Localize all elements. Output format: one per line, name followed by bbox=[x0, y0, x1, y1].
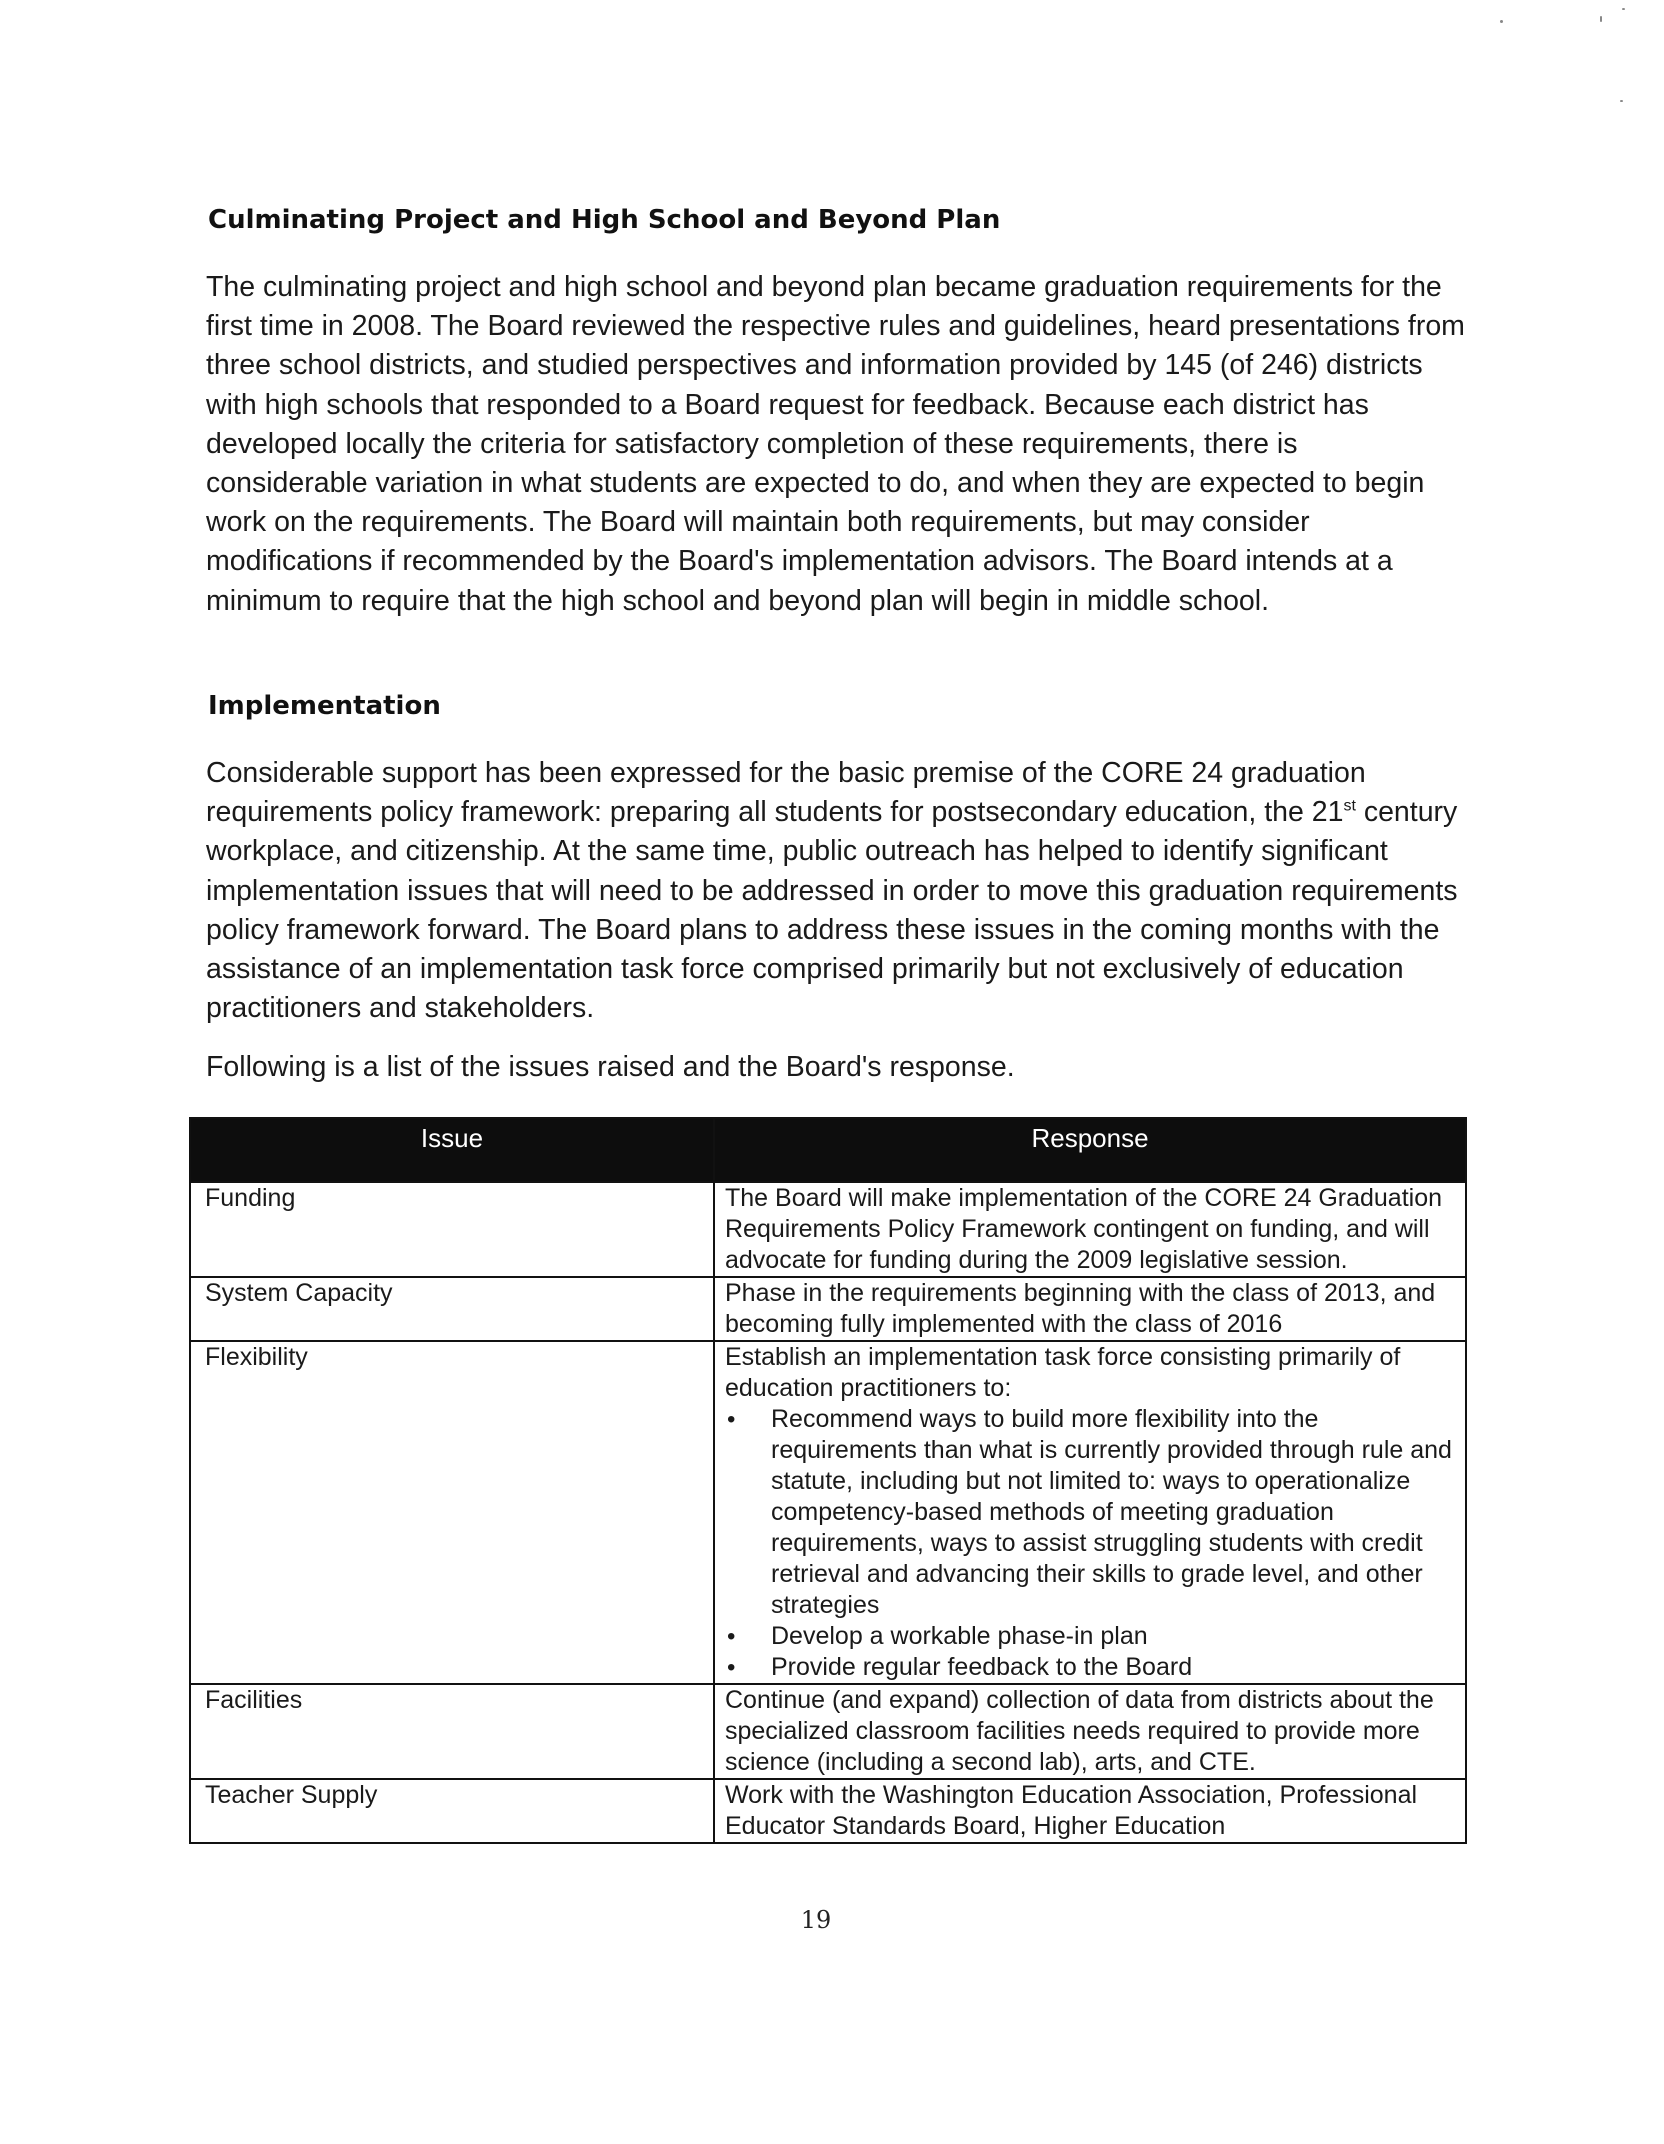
response-cell: Continue (and expand) collection of data from districts about the specialized classroom facilities needs required to provide more science (including a second lab), arts, and CTE. bbox=[714, 1684, 1466, 1779]
issue-cell: System Capacity bbox=[190, 1277, 714, 1341]
implementation-paragraph-part2: century workplace, and citizenship. At the same time, public outreach has helped to identify significant implementation issues that will need to be addressed in order to move this graduation requirements policy framework forward. The Board plans to address these issues in the coming months with the assistance of an implementation task force comprised primarily but not exclusively of education practitioners and stakeholders. bbox=[206, 796, 1458, 1025]
implementation-paragraph-part1: Considerable support has been expressed for the basic premise of the CORE 24 graduation requirements policy framework: preparing all students for postsecondary education, the 21 bbox=[206, 757, 1366, 829]
scan-speck bbox=[1600, 16, 1602, 22]
response-cell: Phase in the requirements beginning with the class of 2013, and becoming fully implemented with the class of 2016 bbox=[714, 1277, 1466, 1341]
column-header-response: Response bbox=[714, 1118, 1466, 1182]
issue-cell: Flexibility bbox=[190, 1341, 714, 1684]
scan-speck bbox=[1622, 8, 1625, 10]
implementation-paragraph bbox=[206, 754, 1466, 1028]
table-header-row bbox=[190, 1118, 1466, 1182]
issue-cell: Teacher Supply bbox=[190, 1779, 714, 1843]
response-cell bbox=[714, 1341, 1466, 1684]
issue-cell: Facilities bbox=[190, 1684, 714, 1779]
table-intro-text: Following is a list of the issues raised and the Board's response. bbox=[206, 1051, 1015, 1083]
table-row bbox=[190, 1341, 1466, 1684]
page-number: 19 bbox=[800, 1906, 832, 1934]
response-cell: The Board will make implementation of the CORE 24 Graduation Requirements Policy Framework contingent on funding, and will advocate for funding during the 2009 legislative session. bbox=[714, 1182, 1466, 1277]
section-heading-culminating-project: Culminating Project and High School and Beyond Plan bbox=[208, 205, 1001, 235]
culminating-project-paragraph: The culminating project and high school and beyond plan became graduation requirements for the first time in 2008. The Board reviewed the respective rules and guidelines, heard presentations from three school districts, and studied perspectives and information provided by 145 (of 246) districts with high schools that responded to a Board request for feedback. Because each district has developed locally the criteria for satisfactory completion of these requirements, there is considerable variation in what students are expected to do, and when they are expected to begin work on the requirements. The Board will maintain both requirements, but may consider modifications if recommended by the Board's implementation advisors. The Board intends at a minimum to require that the high school and beyond plan will begin in middle school. bbox=[206, 271, 1465, 617]
table-row bbox=[190, 1182, 1466, 1277]
issue-cell: Funding bbox=[190, 1182, 714, 1277]
column-header-issue: Issue bbox=[190, 1118, 714, 1182]
table-row bbox=[190, 1277, 1466, 1341]
response-bullet-list bbox=[725, 1404, 1457, 1683]
table-row bbox=[190, 1779, 1466, 1843]
ordinal-suffix: st bbox=[1343, 797, 1356, 815]
bullet-item: • Recommend ways to build more flexibility into the requirements than what is currently provided through rule and statute, including but not limited to: ways to operationalize competency-based methods of meeting graduation requirements, ways to assist struggling students with credit retrieval and advancing their skills to grade level, and other strategies bbox=[725, 1404, 1457, 1621]
issues-response-table bbox=[189, 1117, 1467, 1844]
bullet-item: • Develop a workable phase-in plan bbox=[725, 1621, 1457, 1652]
section-heading-implementation: Implementation bbox=[208, 691, 441, 721]
table-row bbox=[190, 1684, 1466, 1779]
response-intro: Establish an implementation task force consisting primarily of education practitioners to: bbox=[725, 1343, 1401, 1402]
scan-speck bbox=[1620, 100, 1623, 102]
bullet-item: • Provide regular feedback to the Board bbox=[725, 1652, 1457, 1683]
response-cell: Work with the Washington Education Association, Professional Educator Standards Board, Higher Education bbox=[714, 1779, 1466, 1843]
scan-speck bbox=[1500, 20, 1503, 23]
